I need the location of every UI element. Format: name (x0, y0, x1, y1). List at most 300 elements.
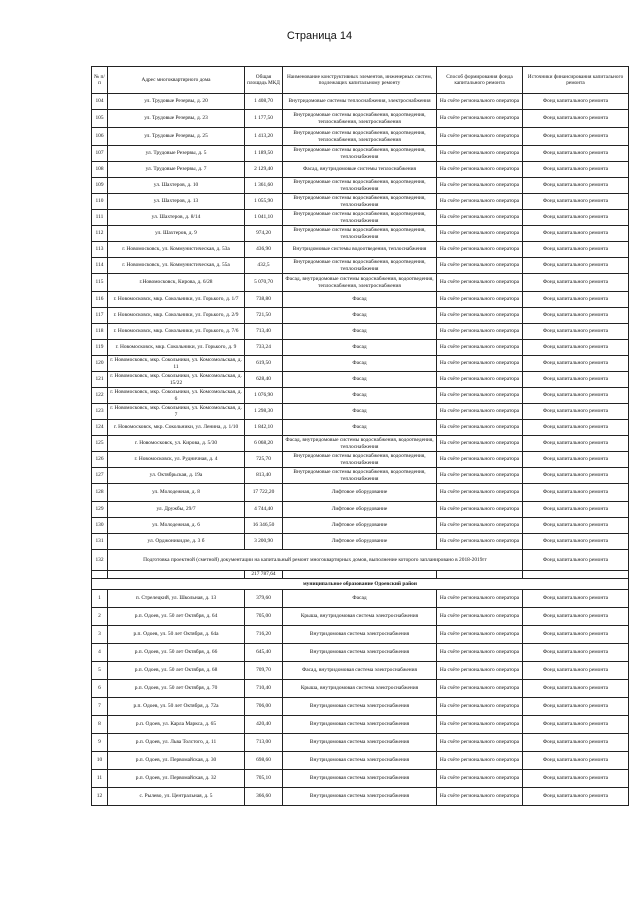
row-source: Фонд капитального ремонта (523, 788, 629, 806)
table-row (92, 468, 629, 484)
row-elements: Внутридомовые системы водоотведения, теплоснабжения (283, 242, 437, 258)
row-method: На счёте регионального оператора (437, 178, 523, 194)
row-source: Фонд капитального ремонта (523, 752, 629, 770)
row-source: Фонд капитального ремонта (523, 162, 629, 178)
total-empty-cell (283, 571, 437, 579)
row-method: На счёте регионального оператора (437, 534, 523, 550)
row-source: Фонд капитального ремонта (523, 292, 629, 308)
row-area: 713,00 (245, 734, 283, 752)
row-area: 1 189,50 (245, 146, 283, 162)
row-elements: Фасад (283, 356, 437, 372)
row-area: 436,90 (245, 242, 283, 258)
row-num: 113 (92, 242, 108, 258)
row-method: На счёте регионального оператора (437, 680, 523, 698)
row-elements: Внутридомовая система электроснабжения (283, 734, 437, 752)
row-method: На счёте регионального оператора (437, 608, 523, 626)
row-source: Фонд капитального ремонта (523, 550, 629, 571)
row-area: 721,50 (245, 308, 283, 324)
table-row (92, 372, 629, 388)
total-row (92, 571, 629, 579)
row-source: Фонд капитального ремонта (523, 608, 629, 626)
row-source: Фонд капитального ремонта (523, 128, 629, 146)
district-heading-row (92, 579, 629, 590)
row-address: г. Новомосковск, мкр. Сокольники, ул. Комсомольская, д. 11 (108, 356, 245, 372)
row-num: 129 (92, 502, 108, 518)
row-num: 4 (92, 644, 108, 662)
row-area: 709,70 (245, 662, 283, 680)
row-source: Фонд капитального ремонта (523, 258, 629, 274)
row-address: р.п. Одоев, ул. 50 лет Октября, д. 64а (108, 626, 245, 644)
row-address: р.п. Одоев, ул. 50 лет Октября, д. 70 (108, 680, 245, 698)
row-area: 17 722,20 (245, 484, 283, 502)
row-area: 1 177,50 (245, 110, 283, 128)
row-source: Фонд капитального ремонта (523, 178, 629, 194)
row-source: Фонд капитального ремонта (523, 534, 629, 550)
row-address: г. Новомосковск, мкр. Сокольники, ул. Горького, д. 7/6 (108, 324, 245, 340)
row-source: Фонд капитального ремонта (523, 644, 629, 662)
row-num: 11 (92, 770, 108, 788)
row-num: 120 (92, 356, 108, 372)
row-address: р.п. Одоев, ул. 50 лет Октября, д. 64 (108, 608, 245, 626)
row-source: Фонд капитального ремонта (523, 110, 629, 128)
row-area: 1 842,10 (245, 420, 283, 436)
row-elements: Фасад (283, 388, 437, 404)
row-method: На счёте регионального оператора (437, 308, 523, 324)
district-heading: муниципальное образование Одоевский район (92, 579, 629, 590)
row-method: На счёте регионального оператора (437, 452, 523, 468)
row-area: 1 055,90 (245, 194, 283, 210)
table-row (92, 110, 629, 128)
row-elements: Фасад (283, 590, 437, 608)
row-method: На счёте регионального оператора (437, 258, 523, 274)
total-empty-cell (523, 571, 629, 579)
row-num: 119 (92, 340, 108, 356)
row-address: г. Новомосковск, ул. Коммунистическая, д. 55а (108, 258, 245, 274)
row-num: 109 (92, 178, 108, 194)
row-elements: Внутридомовая система электроснабжения (283, 644, 437, 662)
table-row (92, 518, 629, 534)
row-source: Фонд капитального ремонта (523, 436, 629, 452)
row-address: г. Новомосковск, мкр. Сокольники, ул. Комсомольская, д. 6 (108, 388, 245, 404)
row-address: г. Новомосковск, мкр. Сокольники, ул. Горького, д. 2/9 (108, 308, 245, 324)
row-area: 619,50 (245, 356, 283, 372)
table-row (92, 484, 629, 502)
row-method: На счёте регионального оператора (437, 274, 523, 292)
row-source: Фонд капитального ремонта (523, 468, 629, 484)
row-address: ул. Шахтеров, д. 13 (108, 194, 245, 210)
table-row (92, 608, 629, 626)
row-address: р.п. Одоев, ул. Карла Маркса, д. 65 (108, 716, 245, 734)
row-elements: Крыша, внутридомовая система электроснабжения (283, 608, 437, 626)
row-method: На счёте регионального оператора (437, 502, 523, 518)
total-empty-cell (437, 571, 523, 579)
row-method: На счёте регионального оператора (437, 356, 523, 372)
row-address: г. Новомосковск, мкр. Сокольники, ул. Горького, д. 9 (108, 340, 245, 356)
row-num: 3 (92, 626, 108, 644)
table-header-row (92, 67, 629, 94)
row-num: 105 (92, 110, 108, 128)
row-area: 6 068,20 (245, 436, 283, 452)
row-area: 713,40 (245, 324, 283, 340)
row-elements: Лифтовое оборудование (283, 518, 437, 534)
col-header-num: № п/п (92, 67, 108, 94)
row-method: На счёте регионального оператора (437, 468, 523, 484)
row-area: 379,60 (245, 590, 283, 608)
row-num: 116 (92, 292, 108, 308)
row-method: На счёте регионального оператора (437, 94, 523, 110)
row-source: Фонд капитального ремонта (523, 226, 629, 242)
row-elements: Фасад, внутридомовые системы водоснабжения, водоотведения, теплоснабжения, электроснабжения (283, 274, 437, 292)
row-area: 1 361,60 (245, 178, 283, 194)
table-row (92, 626, 629, 644)
row-area: 2 129,40 (245, 162, 283, 178)
row-area: 1 041,10 (245, 210, 283, 226)
table-row (92, 194, 629, 210)
row-num: 118 (92, 324, 108, 340)
row-address: ул. Шахтеров, д. 8/14 (108, 210, 245, 226)
table-row (92, 388, 629, 404)
row-elements: Внутридомовые системы водоснабжения, водоотведения, теплоснабжения (283, 178, 437, 194)
row-elements: Фасад (283, 292, 437, 308)
row-area: 3 200,90 (245, 534, 283, 550)
row-address: г. Новомосковск, ул. Рудничная, д. 4 (108, 452, 245, 468)
row-area: 1 408,70 (245, 94, 283, 110)
row-num: 112 (92, 226, 108, 242)
table-row (92, 292, 629, 308)
row-source: Фонд капитального ремонта (523, 484, 629, 502)
row-source: Фонд капитального ремонта (523, 734, 629, 752)
table-row (92, 340, 629, 356)
table-row (92, 534, 629, 550)
table-row (92, 452, 629, 468)
row-area: 705,00 (245, 608, 283, 626)
row-address: ул. Дружбы, 29/7 (108, 502, 245, 518)
table-row (92, 590, 629, 608)
page-title: Страница 14 (286, 30, 353, 42)
row-method: На счёте регионального оператора (437, 698, 523, 716)
table-row (92, 788, 629, 806)
table-row (92, 178, 629, 194)
row-area: 698,60 (245, 752, 283, 770)
row-address: ул. Молодежная, д. 8 (108, 484, 245, 502)
table-row (92, 356, 629, 372)
row-source: Фонд капитального ремонта (523, 340, 629, 356)
table-row (92, 734, 629, 752)
row-132-text: Подготовка проектной (сметной) документации на капитальный ремонт многоквартирных домов, выполнение которого запланировано в 2018-2019гг (108, 550, 523, 571)
row-source: Фонд капитального ремонта (523, 590, 629, 608)
row-elements: Внутридомовые системы теплоснабжения, электроснабжения (283, 94, 437, 110)
row-num: 127 (92, 468, 108, 484)
row-elements: Внутридомовые системы водоснабжения, водоотведения, теплоснабжения (283, 226, 437, 242)
row-source: Фонд капитального ремонта (523, 388, 629, 404)
row-num: 123 (92, 404, 108, 420)
row-method: На счёте регионального оператора (437, 734, 523, 752)
row-num: 121 (92, 372, 108, 388)
row-elements: Фасад (283, 324, 437, 340)
col-header-method: Способ формирования фонда капитального ремонта (437, 67, 523, 94)
row-num: 128 (92, 484, 108, 502)
table-body-main (92, 94, 629, 550)
table-row (92, 324, 629, 340)
row-area: 420,40 (245, 716, 283, 734)
table-row-132 (92, 550, 629, 571)
row-source: Фонд капитального ремонта (523, 420, 629, 436)
table-row (92, 128, 629, 146)
row-area: 628,40 (245, 372, 283, 388)
row-num: 10 (92, 752, 108, 770)
row-source: Фонд капитального ремонта (523, 210, 629, 226)
row-method: На счёте регионального оператора (437, 226, 523, 242)
row-elements: Фасад (283, 340, 437, 356)
row-num: 5 (92, 662, 108, 680)
table-row (92, 258, 629, 274)
row-elements: Внутридомовые системы водоснабжения, водоотведения, теплоснабжения (283, 146, 437, 162)
row-address: г. Новомосковск, ул. Коммунистическая, д. 53а (108, 242, 245, 258)
row-elements: Внутридомовые системы водоснабжения, водоотведения, теплоснабжения, электроснабжения (283, 128, 437, 146)
row-elements: Лифтовое оборудование (283, 534, 437, 550)
row-address: ул. Молодежная, д. 6 (108, 518, 245, 534)
total-empty-cell (108, 571, 245, 579)
col-header-address: Адрес многоквартирного дома (108, 67, 245, 94)
table-row (92, 308, 629, 324)
row-method: На счёте регионального оператора (437, 770, 523, 788)
table-row (92, 716, 629, 734)
row-num: 131 (92, 534, 108, 550)
row-area: 813,40 (245, 468, 283, 484)
row-num: 115 (92, 274, 108, 292)
total-area: 217 787,64 (245, 571, 283, 579)
table-row (92, 242, 629, 258)
row-elements: Внутридомовая система электроснабжения (283, 770, 437, 788)
row-source: Фонд капитального ремонта (523, 698, 629, 716)
row-method: На счёте регионального оператора (437, 210, 523, 226)
row-area: 725,70 (245, 452, 283, 468)
row-area: 706,00 (245, 698, 283, 716)
row-method: На счёте регионального оператора (437, 162, 523, 178)
row-method: На счёте регионального оператора (437, 194, 523, 210)
row-num: 2 (92, 608, 108, 626)
row-elements: Внутридомовые системы водоснабжения, водоотведения, теплоснабжения (283, 452, 437, 468)
table-body-district (92, 590, 629, 806)
row-area: 1 298,30 (245, 404, 283, 420)
row-source: Фонд капитального ремонта (523, 452, 629, 468)
row-method: На счёте регионального оператора (437, 626, 523, 644)
row-address: г. Новомосковск, ул. Кирова, д. 5/30 (108, 436, 245, 452)
table-body-summary (92, 550, 629, 590)
row-method: На счёте регионального оператора (437, 292, 523, 308)
row-address: р.п. Одоев, ул. Первомайская, д. 30 (108, 752, 245, 770)
row-num: 1 (92, 590, 108, 608)
row-address: п. Стрелецкий, ул. Школьная, д. 13 (108, 590, 245, 608)
row-area: 16 346,50 (245, 518, 283, 534)
table-row (92, 680, 629, 698)
row-source: Фонд капитального ремонта (523, 146, 629, 162)
row-area: 432,5 (245, 258, 283, 274)
row-address: г. Новомосковск, мкр. Сокольники, ул. Комсомольская, д. 7 (108, 404, 245, 420)
row-num: 104 (92, 94, 108, 110)
table-row (92, 420, 629, 436)
row-num: 106 (92, 128, 108, 146)
table-row (92, 404, 629, 420)
table-row (92, 436, 629, 452)
row-area: 710,40 (245, 680, 283, 698)
row-source: Фонд капитального ремонта (523, 518, 629, 534)
row-elements: Фасад, внутридомовые системы водоснабжения, водоотведения, теплоснабжения (283, 436, 437, 452)
row-elements: Фасад (283, 308, 437, 324)
row-num: 110 (92, 194, 108, 210)
row-area: 1 413,20 (245, 128, 283, 146)
row-num: 9 (92, 734, 108, 752)
row-num: 111 (92, 210, 108, 226)
row-elements: Внутридомовые системы водоснабжения, водоотведения, теплоснабжения (283, 468, 437, 484)
row-method: На счёте регионального оператора (437, 340, 523, 356)
row-address: р.п. Одоев, ул. 50 лет Октября, д. 66 (108, 644, 245, 662)
row-method: На счёте регионального оператора (437, 372, 523, 388)
row-elements: Лифтовое оборудование (283, 502, 437, 518)
col-header-elements: Наименование конструктивных элементов, инженерных систем, подлежащих капитальному ремонту (283, 67, 437, 94)
row-method: На счёте регионального оператора (437, 324, 523, 340)
row-area: 645,40 (245, 644, 283, 662)
table-row (92, 162, 629, 178)
row-method: На счёте регионального оператора (437, 128, 523, 146)
row-source: Фонд капитального ремонта (523, 274, 629, 292)
row-area: 738,80 (245, 292, 283, 308)
row-source: Фонд капитального ремонта (523, 94, 629, 110)
row-method: На счёте регионального оператора (437, 388, 523, 404)
row-address: ул. Орджоникидзе, д. 3 б (108, 534, 245, 550)
row-address: ул. Трудовые Резервы, д. 7 (108, 162, 245, 178)
row-num: 124 (92, 420, 108, 436)
table-row (92, 662, 629, 680)
row-elements: Внутридомовая система электроснабжения (283, 698, 437, 716)
row-elements: Фасад, внутридомовая система электроснабжения (283, 662, 437, 680)
row-source: Фонд капитального ремонта (523, 626, 629, 644)
col-header-source: Источники финансирования капитального ремонта (523, 67, 629, 94)
table-row (92, 770, 629, 788)
row-method: На счёте регионального оператора (437, 788, 523, 806)
row-source: Фонд капитального ремонта (523, 404, 629, 420)
row-area: 716,20 (245, 626, 283, 644)
repair-program-table (91, 66, 629, 806)
row-area: 974,20 (245, 226, 283, 242)
row-elements: Внутридомовая система электроснабжения (283, 788, 437, 806)
row-address: ул. Шахтеров, д. 9 (108, 226, 245, 242)
row-elements: Фасад (283, 420, 437, 436)
row-source: Фонд капитального ремонта (523, 194, 629, 210)
table-row (92, 752, 629, 770)
row-num: 125 (92, 436, 108, 452)
row-area: 705,10 (245, 770, 283, 788)
table-row (92, 146, 629, 162)
row-method: На счёте регионального оператора (437, 752, 523, 770)
row-method: На счёте регионального оператора (437, 146, 523, 162)
row-method: На счёте регионального оператора (437, 420, 523, 436)
row-area: 366,60 (245, 788, 283, 806)
row-address: р.п. Одоев, ул. Первомайская, д. 32 (108, 770, 245, 788)
row-elements: Внутридомовые системы водоснабжения, водоотведения, теплоснабжения (283, 210, 437, 226)
row-elements: Внутридомовая система электроснабжения (283, 752, 437, 770)
row-address: р.п. Одоев, ул. Льва Толстого, д. 11 (108, 734, 245, 752)
row-source: Фонд капитального ремонта (523, 308, 629, 324)
row-num: 126 (92, 452, 108, 468)
row-address: ул. Трудовые Резервы, д. 23 (108, 110, 245, 128)
row-source: Фонд капитального ремонта (523, 372, 629, 388)
row-elements: Фасад (283, 404, 437, 420)
row-area: 733,24 (245, 340, 283, 356)
row-method: На счёте регионального оператора (437, 436, 523, 452)
row-address: р.п. Одоев, ул. 50 лет Октября, д. 72а (108, 698, 245, 716)
row-method: На счёте регионального оператора (437, 518, 523, 534)
row-source: Фонд капитального ремонта (523, 324, 629, 340)
row-source: Фонд капитального ремонта (523, 502, 629, 518)
row-num: 122 (92, 388, 108, 404)
row-address: г.Новомосковск, Кирова, д. 6/28 (108, 274, 245, 292)
row-source: Фонд капитального ремонта (523, 716, 629, 734)
row-num: 114 (92, 258, 108, 274)
row-area: 4 744,40 (245, 502, 283, 518)
row-num: 108 (92, 162, 108, 178)
row-elements: Внутридомовые системы водоснабжения, водоотведения, теплоснабжения (283, 258, 437, 274)
row-address: ул. Трудовые Резервы, д. 20 (108, 94, 245, 110)
row-source: Фонд капитального ремонта (523, 770, 629, 788)
row-source: Фонд капитального ремонта (523, 356, 629, 372)
total-empty-cell (92, 571, 108, 579)
row-address: г. Новомосковск, мкр. Сокольники, ул. Горького, д. 1/7 (108, 292, 245, 308)
row-method: На счёте регионального оператора (437, 242, 523, 258)
row-elements: Крыша, внутридомовая система электроснабжения (283, 680, 437, 698)
row-num: 12 (92, 788, 108, 806)
row-address: ул. Шахтеров, д. 10 (108, 178, 245, 194)
row-area: 5 070,70 (245, 274, 283, 292)
row-address: ул. Трудовые Резервы, д. 25 (108, 128, 245, 146)
row-num: 8 (92, 716, 108, 734)
row-address: ул. Трудовые Резервы, д. 5 (108, 146, 245, 162)
table-row (92, 226, 629, 242)
row-elements: Внутридомовые системы водоснабжения, водоотведения, теплоснабжения, электроснабжения (283, 110, 437, 128)
table-row (92, 698, 629, 716)
row-elements: Лифтовое оборудование (283, 484, 437, 502)
table-row (92, 644, 629, 662)
row-source: Фонд капитального ремонта (523, 662, 629, 680)
row-method: На счёте регионального оператора (437, 716, 523, 734)
row-address: г. Новомосковск, мкр. Сокольники, ул. Комсомольская, д. 15/22 (108, 372, 245, 388)
row-method: На счёте регионального оператора (437, 404, 523, 420)
row-source: Фонд капитального ремонта (523, 242, 629, 258)
row-source: Фонд капитального ремонта (523, 680, 629, 698)
row-num: 107 (92, 146, 108, 162)
row-elements: Внутридомовые системы водоснабжения, водоотведения, теплоснабжения (283, 194, 437, 210)
row-num: 132 (92, 550, 108, 571)
table-row (92, 502, 629, 518)
row-method: На счёте регионального оператора (437, 644, 523, 662)
row-address: ул. Октябрьская, д. 19а (108, 468, 245, 484)
row-elements: Внутридомовая система электроснабжения (283, 716, 437, 734)
row-elements: Фасад, внутридомовые системы теплоснабжения (283, 162, 437, 178)
row-num: 117 (92, 308, 108, 324)
table-row (92, 274, 629, 292)
col-header-area: Общая площадь МКД (245, 67, 283, 94)
row-method: На счёте регионального оператора (437, 110, 523, 128)
row-elements: Фасад (283, 372, 437, 388)
row-method: На счёте регионального оператора (437, 590, 523, 608)
row-area: 1 076,90 (245, 388, 283, 404)
row-method: На счёте регионального оператора (437, 662, 523, 680)
row-num: 130 (92, 518, 108, 534)
row-address: р.п. Одоев, ул. 50 лет Октября, д. 68 (108, 662, 245, 680)
row-elements: Внутридомовая система электроснабжения (283, 626, 437, 644)
row-address: с. Рылево, ул. Центральная, д. 5 (108, 788, 245, 806)
table-row (92, 94, 629, 110)
